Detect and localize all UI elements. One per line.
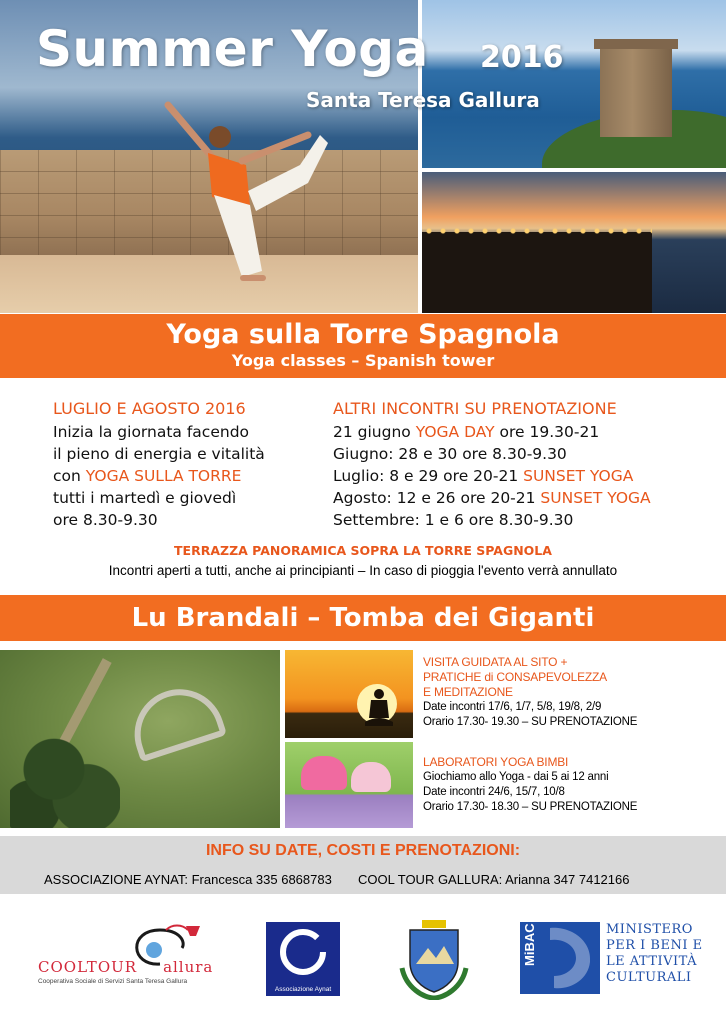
booking-row [333,465,718,487]
booking-schedule [333,397,718,531]
ministry-line: CULTURALI [606,970,692,985]
meditating-figure-icon [365,688,393,728]
tower [600,45,672,137]
kids-yoga-heading: LABORATORI YOGA BIMBI [423,755,569,769]
ministry-name [606,922,703,986]
cooltour-subtitle: Cooperativa Sociale di Servizi Santa Teresa Gallura [38,978,188,985]
candles [422,228,652,234]
open-to-all-note: Incontri aperti a tutti, anche ai principianti – In caso di pioggia l'evento verrà annullato [108,563,618,578]
poster-title: Summer Yoga [36,20,429,78]
child-figure [301,756,347,790]
stone-ring [123,678,227,763]
mibac-logo [520,922,600,994]
schedule-line: ore 8.30-9.30 [53,511,158,529]
booking-row [333,421,718,443]
trees [10,730,120,828]
municipal-crest-icon [396,918,472,1000]
info-heading: INFO SU DATE, COSTI E PRENOTAZIONI: [205,842,521,859]
sunset-yoga-photo [422,172,726,313]
contact-cooltour: COOL TOUR GALLURA: Arianna 347 7412166 [358,872,630,887]
booking-row [333,509,718,531]
mibac-mark-text: MiBAC [522,923,537,966]
booking-heading: ALTRI INCONTRI SU PRENOTAZIONE [333,399,617,418]
ministry-line: LE ATTIVITÀ [606,954,698,969]
yoga-day-highlight: YOGA DAY [415,423,495,441]
meditation-sunset-photo [285,650,413,738]
guided-visit-heading: E MEDITAZIONE [423,685,513,699]
tower-banner [0,314,726,378]
kids-yoga-info [423,755,723,815]
child-figure [351,762,391,792]
ministry-line: MINISTERO [606,922,693,937]
associazione-aynat-logo [266,922,340,996]
guided-visit-heading: PRATICHE di CONSAPEVOLEZZA [423,670,607,684]
tomb-banner [0,595,726,641]
booking-row [333,443,718,465]
schedule-text: con [53,467,86,485]
terrace-note: TERRAZZA PANORAMICA SOPRA LA TORRE SPAGNOLA [174,543,552,558]
guided-visit-dates: Date incontri 17/6, 1/7, 5/8, 19/8, 2/9 [423,701,602,713]
enso-circle-icon [266,922,340,986]
sunset-yoga-highlight: SUNSET YOGA [523,467,634,485]
tower-banner-title: Yoga sulla Torre Spagnola [166,319,560,350]
schedule-line: tutti i martedì e giovedì [53,489,237,507]
kids-yoga-photo [285,742,413,828]
poster-year: 2016 [480,40,564,75]
parapet [422,232,652,313]
kids-yoga-dates: Date incontri 24/6, 15/7, 10/8 [423,786,565,798]
schedule-line: il pieno di energia e vitalità [53,445,265,463]
schedule-heading: LUGLIO E AGOSTO 2016 [53,399,246,418]
kids-yoga-hours: Orario 17.30- 18.30 – SU PRENOTAZIONE [423,801,638,813]
hero-photo-collage [0,0,726,313]
guided-visit-info [423,655,723,730]
gallura-word: allura [163,958,214,976]
santa-teresa-crest [396,918,472,1000]
summer-schedule [53,397,323,531]
cooltour-gallura-logo [34,918,234,1000]
tower-banner-subtitle: Yoga classes – Spanish tower [231,351,495,370]
booking-text: Giugno: 28 e 30 ore 8.30-9.30 [333,445,567,463]
booking-text: Agosto: 12 e 26 ore 20-21 [333,489,541,507]
sunset-yoga-highlight: SUNSET YOGA [540,489,651,507]
guided-visit-heading: VISITA GUIDATA AL SITO + [423,655,568,669]
tomb-banner-title: Lu Brandali – Tomba dei Giganti [131,603,595,633]
booking-text: Luglio: 8 e 29 ore 20-21 [333,467,524,485]
booking-text: 21 giugno [333,423,416,441]
poster-location: Santa Teresa Gallura [306,88,540,112]
spanish-tower-photo [422,0,726,168]
cooltour-wordmark [38,958,213,976]
guided-visit-hours: Orario 17.30- 19.30 – SU PRENOTAZIONE [423,716,638,728]
ministry-line: PER I BENI E [606,938,703,953]
aynat-label: Associazione Aynat [274,986,332,993]
schedule-line [53,465,323,487]
schedule-line: Inizia la giornata facendo [53,423,250,441]
contact-aynat: ASSOCIAZIONE AYNAT: Francesca 335 6868783 [44,872,332,887]
yoga-torre-highlight: YOGA SULLA TORRE [85,467,242,485]
cooltour-word: COOLTOUR [38,958,138,976]
booking-text: ore 19.30-21 [494,423,600,441]
yoga-woman-figure [150,95,330,295]
booking-row [333,487,718,509]
giants-tomb-aerial-photo [0,650,280,828]
booking-text: Settembre: 1 e 6 ore 8.30-9.30 [333,511,574,529]
info-bar [0,836,726,894]
kids-yoga-age: Giochiamo allo Yoga - dai 5 ai 12 anni [423,771,609,783]
